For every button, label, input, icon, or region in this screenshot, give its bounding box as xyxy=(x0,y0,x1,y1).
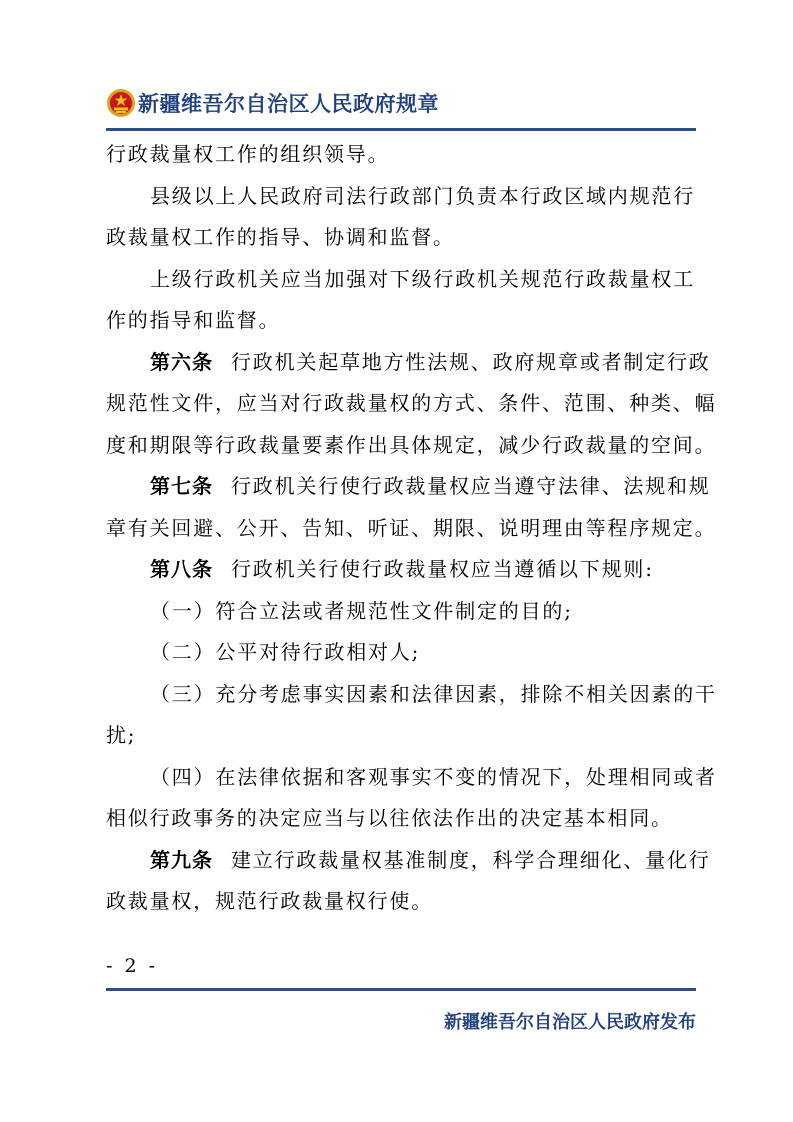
text-line: 政裁量权工作的指导、协调和监督。 xyxy=(106,225,455,249)
text-line: 章有关回避、公开、告知、听证、期限、说明理由等程序规定。 xyxy=(106,515,717,540)
text-line: 度和期限等行政裁量要素作出具体规定，减少行政裁量的空间。 xyxy=(106,432,717,457)
text-line: 县级以上人民政府司法行政部门负责本行政区域内规范行 xyxy=(150,183,695,208)
article-number: 第六条 xyxy=(150,349,213,374)
footer-publisher: 新疆维吾尔自治区人民政府发布 xyxy=(444,1012,696,1033)
page-header xyxy=(106,86,696,122)
article-line: 第八条 行政机关行使行政裁量权应当遵循以下规则: xyxy=(150,557,654,581)
article-line: 第六条 行政机关起草地方性法规、政府规章或者制定行政 xyxy=(150,349,711,374)
article-line: 第九条 建立行政裁量权基准制度，科学合理细化、量化行 xyxy=(150,847,711,872)
article-number: 第八条 xyxy=(150,557,213,581)
text-line: 政裁量权，规范行政裁量权行使。 xyxy=(106,889,433,913)
text-line: 上级行政机关应当加强对下级行政机关规范行政裁量权工 xyxy=(150,266,695,291)
list-item: （三）充分考虑事实因素和法律因素，排除不相关因素的干 xyxy=(150,681,717,706)
list-item: （四）在法律依据和客观事实不变的情况下，处理相同或者 xyxy=(150,764,717,789)
text-line: 规范性文件，应当对行政裁量权的方式、条件、范围、种类、幅 xyxy=(106,391,717,415)
text-line: 相似行政事务的决定应当与以往依法作出的决定基本相同。 xyxy=(106,806,673,830)
article-number: 第九条 xyxy=(150,847,213,872)
page-number: - 2 - xyxy=(106,955,159,977)
header-divider xyxy=(106,128,696,131)
text-line: 行政裁量权工作的组织领导。 xyxy=(106,142,390,166)
header-title: 新疆维吾尔自治区人民政府规章 xyxy=(138,92,439,116)
footer-divider xyxy=(106,988,696,991)
article-line: 第七条 行政机关行使行政裁量权应当遵守法律、法规和规 xyxy=(150,474,711,498)
text-line: 扰; xyxy=(106,723,137,747)
article-number: 第七条 xyxy=(150,474,213,498)
text-line: 作的指导和监督。 xyxy=(106,308,281,332)
document-body xyxy=(106,134,717,923)
list-item: （一）符合立法或者规范性文件制定的目的; xyxy=(150,598,573,623)
list-item: （二）公平对待行政相对人; xyxy=(150,640,421,664)
national-emblem-icon xyxy=(106,88,136,118)
